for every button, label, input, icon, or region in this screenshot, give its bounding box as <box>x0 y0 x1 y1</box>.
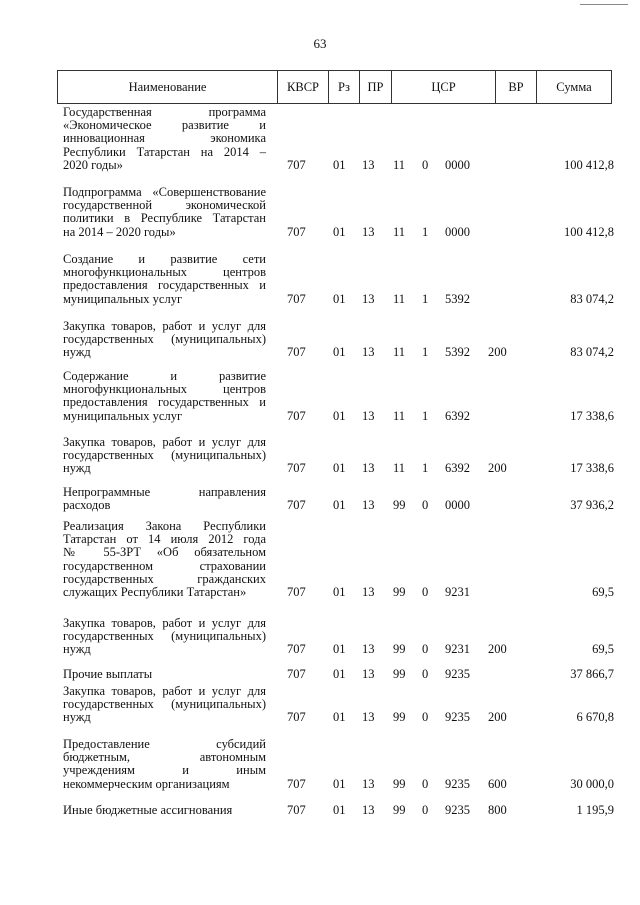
cell-pr: 13 <box>362 291 375 306</box>
cell-kvsr: 707 <box>287 461 306 476</box>
cell-kvsr: 707 <box>287 157 306 172</box>
header-csr: ЦСР <box>392 71 496 103</box>
cell-c1: 11 <box>393 461 406 476</box>
cell-c2: 0 <box>422 710 429 725</box>
row-name-line: Закупка товаров, работ и услуг для <box>63 319 266 333</box>
cell-c1: 11 <box>393 291 406 306</box>
cell-c2: 0 <box>422 157 429 172</box>
cell-kvsr: 707 <box>287 776 306 791</box>
row-name-line: Непрограммные направления <box>63 485 266 499</box>
page-number: 63 <box>313 36 327 51</box>
cell-kvsr: 707 <box>287 345 306 360</box>
table-header <box>57 70 612 104</box>
cell-rz: 01 <box>333 585 346 599</box>
cell-kvsr: 707 <box>287 498 306 513</box>
header-kvsr: КВСР <box>278 71 329 103</box>
cell-c1: 99 <box>393 710 406 725</box>
cell-c2: 0 <box>422 667 429 681</box>
row-name-line: учреждениям и иным <box>63 763 266 778</box>
cell-c1: 11 <box>393 408 406 423</box>
cell-c2: 0 <box>422 776 429 791</box>
row-name-line: нужд <box>63 710 91 725</box>
cell-pr: 13 <box>362 498 375 513</box>
row-name <box>63 436 266 476</box>
cell-c2: 0 <box>422 498 429 513</box>
row-name-line: государственных (муниципальных) <box>63 697 266 712</box>
cell-vr: 600 <box>488 776 507 791</box>
row-name-line: на 2014 – 2020 годы» <box>63 224 176 239</box>
cell-c2: 0 <box>422 642 429 657</box>
cell-rz: 01 <box>333 803 346 817</box>
cell-rz: 01 <box>333 776 346 791</box>
cell-c1: 99 <box>393 498 406 513</box>
cell-pr: 13 <box>362 776 375 791</box>
row-name-line: «Экономическое развитие и <box>63 118 266 133</box>
row-name-line: Создание и развитие сети <box>63 252 266 266</box>
cell-c3: 9231 <box>445 642 470 657</box>
row-name-line: 2020 годы» <box>63 157 123 172</box>
row-name-line: государственном страховании <box>63 558 266 573</box>
cell-kvsr: 707 <box>287 803 306 817</box>
cell-c1: 99 <box>393 667 406 681</box>
row-name-line: муниципальных услуг <box>63 291 183 306</box>
header-name: Наименование <box>58 71 278 103</box>
cell-kvsr: 707 <box>287 408 306 423</box>
cell-rz: 01 <box>333 710 346 725</box>
cell-c3: 6392 <box>445 461 470 476</box>
row-name-line: Закупка товаров, работ и услуг для <box>63 435 266 449</box>
header-pr: ПР <box>360 71 392 103</box>
row-name-line: государственных (муниципальных) <box>63 332 266 347</box>
cell-c3: 6392 <box>445 408 470 423</box>
header-sum: Сумма <box>556 79 592 94</box>
cell-pr: 13 <box>362 408 375 423</box>
cell-c3: 5392 <box>445 291 470 306</box>
cell-sum: 83 074,2 <box>570 345 614 360</box>
cell-sum: 1 195,9 <box>576 803 614 817</box>
row-name-line: Закупка товаров, работ и услуг для <box>63 684 266 698</box>
cell-c2: 1 <box>422 345 429 360</box>
cell-c3: 0000 <box>445 498 470 513</box>
cell-sum: 100 412,8 <box>564 157 614 172</box>
row-name-line: Реализация Закона Республики <box>63 519 266 533</box>
cell-pr: 13 <box>362 345 375 360</box>
row-name-line: государственных (муниципальных) <box>63 629 266 644</box>
cell-rz: 01 <box>333 291 346 306</box>
cell-rz: 01 <box>333 224 346 239</box>
cell-vr: 800 <box>488 803 507 817</box>
row-name <box>63 253 266 306</box>
cell-c1: 11 <box>393 224 406 239</box>
cell-pr: 13 <box>362 667 375 681</box>
header-vr: ВР <box>496 71 537 103</box>
row-name <box>63 804 266 817</box>
cell-pr: 13 <box>362 224 375 239</box>
cell-c1: 99 <box>393 642 406 657</box>
row-name-line: бюджетным, автономным <box>63 750 266 765</box>
cell-vr: 200 <box>488 642 507 657</box>
row-name <box>63 486 266 512</box>
row-name-line: муниципальных услуг <box>63 408 183 423</box>
row-name-line: многофункциональных центров <box>63 382 266 397</box>
row-name <box>63 186 266 239</box>
row-name <box>63 617 266 657</box>
row-name-line: нужд <box>63 642 91 657</box>
row-name <box>63 520 266 599</box>
row-name-line: Прочие выплаты <box>63 667 153 681</box>
row-name-line: инновационная экономика <box>63 131 266 146</box>
cell-kvsr: 707 <box>287 224 306 239</box>
cell-c2: 0 <box>422 585 429 599</box>
row-name-line: служащих Республики Татарстан» <box>63 585 247 600</box>
row-name <box>63 738 266 791</box>
cell-c2: 0 <box>422 803 429 817</box>
cell-sum: 37 936,2 <box>570 498 614 513</box>
row-name <box>63 320 266 360</box>
row-name-line: нужд <box>63 345 91 360</box>
cell-pr: 13 <box>362 461 375 476</box>
cell-pr: 13 <box>362 710 375 725</box>
cell-c3: 9235 <box>445 776 470 791</box>
row-name-line: предоставления государственных и <box>63 395 266 410</box>
row-name-line: Государственная программа <box>63 105 266 119</box>
cell-sum: 17 338,6 <box>570 461 614 476</box>
cell-kvsr: 707 <box>287 291 306 306</box>
row-name <box>63 106 266 172</box>
row-name-line: Подпрограмма «Совершенствование <box>63 185 266 199</box>
cell-rz: 01 <box>333 345 346 360</box>
row-name-line: некоммерческим организациям <box>63 776 230 791</box>
cell-sum: 69,5 <box>592 585 614 599</box>
row-name-line: расходов <box>63 498 111 513</box>
cell-rz: 01 <box>333 667 346 681</box>
cell-c1: 99 <box>393 803 406 817</box>
cell-c3: 0000 <box>445 224 470 239</box>
cell-c3: 5392 <box>445 345 470 360</box>
cell-vr: 200 <box>488 710 507 725</box>
cell-c1: 99 <box>393 585 406 599</box>
cell-vr: 200 <box>488 461 507 476</box>
cell-pr: 13 <box>362 642 375 657</box>
row-name-line: государственных гражданских <box>63 571 266 586</box>
cell-pr: 13 <box>362 585 375 599</box>
cell-c2: 1 <box>422 291 429 306</box>
cell-sum: 17 338,6 <box>570 408 614 423</box>
cell-c3: 9235 <box>445 803 470 817</box>
cell-c2: 1 <box>422 408 429 423</box>
row-name-line: Татарстан от 14 июля 2012 года <box>63 532 266 547</box>
cell-sum: 100 412,8 <box>564 224 614 239</box>
row-name-line: политики в Республике Татарстан <box>63 211 266 226</box>
row-name-line: предоставления государственных и <box>63 278 266 293</box>
cell-c3: 9235 <box>445 710 470 725</box>
cell-pr: 13 <box>362 803 375 817</box>
cell-c1: 99 <box>393 776 406 791</box>
header-rz: Рз <box>329 71 360 103</box>
cell-kvsr: 707 <box>287 642 306 657</box>
cell-pr: 13 <box>362 157 375 172</box>
cell-rz: 01 <box>333 498 346 513</box>
cell-vr: 200 <box>488 345 507 360</box>
cell-kvsr: 707 <box>287 585 306 599</box>
cell-c2: 1 <box>422 224 429 239</box>
cell-sum: 69,5 <box>592 642 614 657</box>
row-name-line: Содержание и развитие <box>63 369 266 383</box>
row-name-line: Республики Татарстан на 2014 – <box>63 144 266 159</box>
cell-rz: 01 <box>333 642 346 657</box>
row-name-line: нужд <box>63 461 91 476</box>
corner-line <box>580 4 628 5</box>
cell-kvsr: 707 <box>287 667 306 681</box>
cell-c1: 11 <box>393 157 406 172</box>
cell-kvsr: 707 <box>287 710 306 725</box>
cell-sum: 83 074,2 <box>570 291 614 306</box>
row-name-line: Иные бюджетные ассигнования <box>63 803 233 817</box>
cell-sum: 30 000,0 <box>570 776 614 791</box>
row-name-line: № 55-ЗРТ «Об обязательном <box>63 545 266 560</box>
cell-rz: 01 <box>333 408 346 423</box>
row-name-line: государственной экономической <box>63 198 266 213</box>
row-name <box>63 685 266 725</box>
cell-rz: 01 <box>333 461 346 476</box>
row-name-line: многофункциональных центров <box>63 265 266 280</box>
cell-sum: 37 866,7 <box>570 667 614 681</box>
row-name-line: государственных (муниципальных) <box>63 448 266 463</box>
row-name <box>63 370 266 423</box>
row-name-line: Предоставление субсидий <box>63 737 266 751</box>
cell-c3: 0000 <box>445 157 470 172</box>
cell-c2: 1 <box>422 461 429 476</box>
cell-sum: 6 670,8 <box>576 710 614 725</box>
cell-c1: 11 <box>393 345 406 360</box>
row-name-line: Закупка товаров, работ и услуг для <box>63 616 266 630</box>
cell-c3: 9235 <box>445 667 470 681</box>
cell-c3: 9231 <box>445 585 470 599</box>
cell-rz: 01 <box>333 157 346 172</box>
row-name <box>63 668 266 681</box>
